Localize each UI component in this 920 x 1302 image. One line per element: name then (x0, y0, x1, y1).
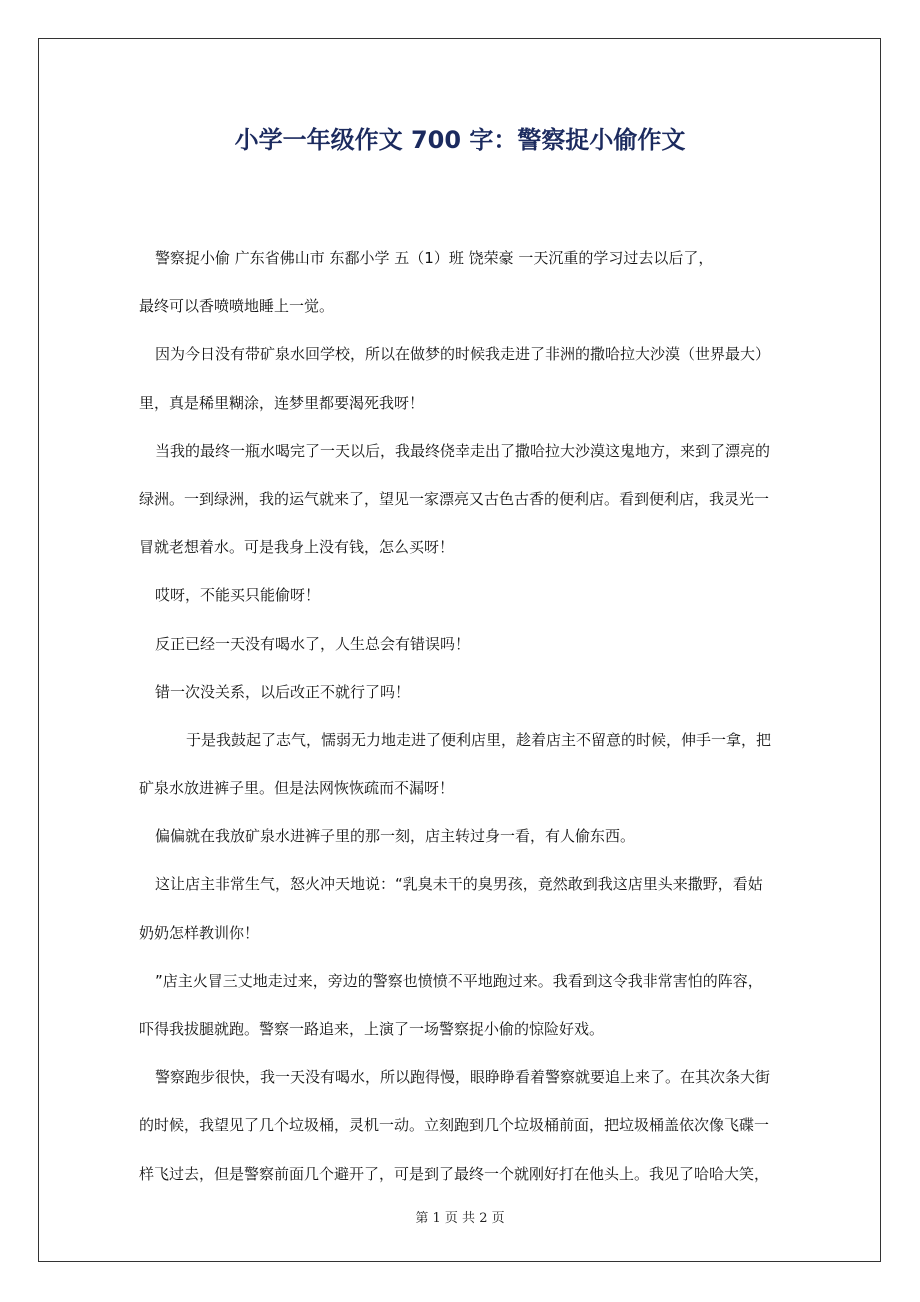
text-line: 里，真是稀里糊涂，连梦里都要渴死我呀！ (139, 393, 425, 412)
text-line: 警察捉小偷 广东省佛山市 东鄱小学 五（1）班 饶荣豪 一天沉重的学习过去以后了， (155, 249, 714, 267)
text-line: 的时候，我望见了几个垃圾桶，灵机一动。立刻跑到几个垃圾桶前面，把垃圾桶盖依次像飞碟一 (139, 1116, 770, 1135)
text-line: 矿泉水放进裤子里。但是法网恢恢疏而不漏呀！ (139, 779, 455, 798)
document-title: 小学一年级作文 700 字：警察捉小偷作文 (234, 126, 686, 154)
text-line: 最终可以香喷喷地睡上一觉。 (139, 297, 335, 316)
text-line: 因为今日没有带矿泉水回学校，所以在做梦的时候我走进了非洲的撒哈拉大沙漠（世界最大） (155, 345, 771, 364)
text-line: 反正已经一天没有喝水了，人生总会有错误吗！ (155, 634, 471, 653)
text-line: 奶奶怎样教训你！ (139, 923, 260, 942)
text-line: 样飞过去，但是警察前面几个避开了，可是到了最终一个就刚好打在他头上。我见了哈哈大笑， (139, 1164, 770, 1183)
text-line: 偏偏就在我放矿泉水进裤子里的那一刻，店主转过身一看，有人偷东西。 (155, 827, 636, 846)
text-line: 错一次没关系，以后改正不就行了吗！ (155, 682, 411, 701)
text-line: 于是我鼓起了志气，懦弱无力地走进了便利店里，趁着店主不留意的时候，伸手一拿，把 (186, 730, 772, 749)
page-number-footer: 第 1 页 共 2 页 (415, 1211, 505, 1226)
text-line: 这让店主非常生气，怒火冲天地说：“乳臭未干的臭男孩，竟然敢到我这店里头来撒野，看姑 (155, 875, 763, 894)
text-line: 当我的最终一瓶水喝完了一天以后，我最终侥幸走出了撒哈拉大沙漠这鬼地方，来到了漂亮的 (155, 441, 771, 460)
document-body (139, 246, 799, 1210)
text-line: 吓得我拔腿就跑。警察一路追来，上演了一场警察捉小偷的惊险好戏。 (139, 1020, 605, 1038)
text-line: ”店主火冒三丈地走过来，旁边的警察也愤愤不平地跑过来。我看到这令我非常害怕的阵容， (155, 971, 763, 990)
text-line: 绿洲。一到绿洲，我的运气就来了，望见一家漂亮又古色古香的便利店。看到便利店，我灵光一 (139, 489, 770, 508)
text-line: 警察跑步很快，我一天没有喝水，所以跑得慢，眼睁睁看着警察就要追上来了。在其次条大街 (155, 1068, 771, 1087)
text-line: 冒就老想着水。可是我身上没有钱，怎么买呀！ (139, 538, 455, 557)
text-line: 哎呀，不能买只能偷呀！ (155, 586, 321, 605)
